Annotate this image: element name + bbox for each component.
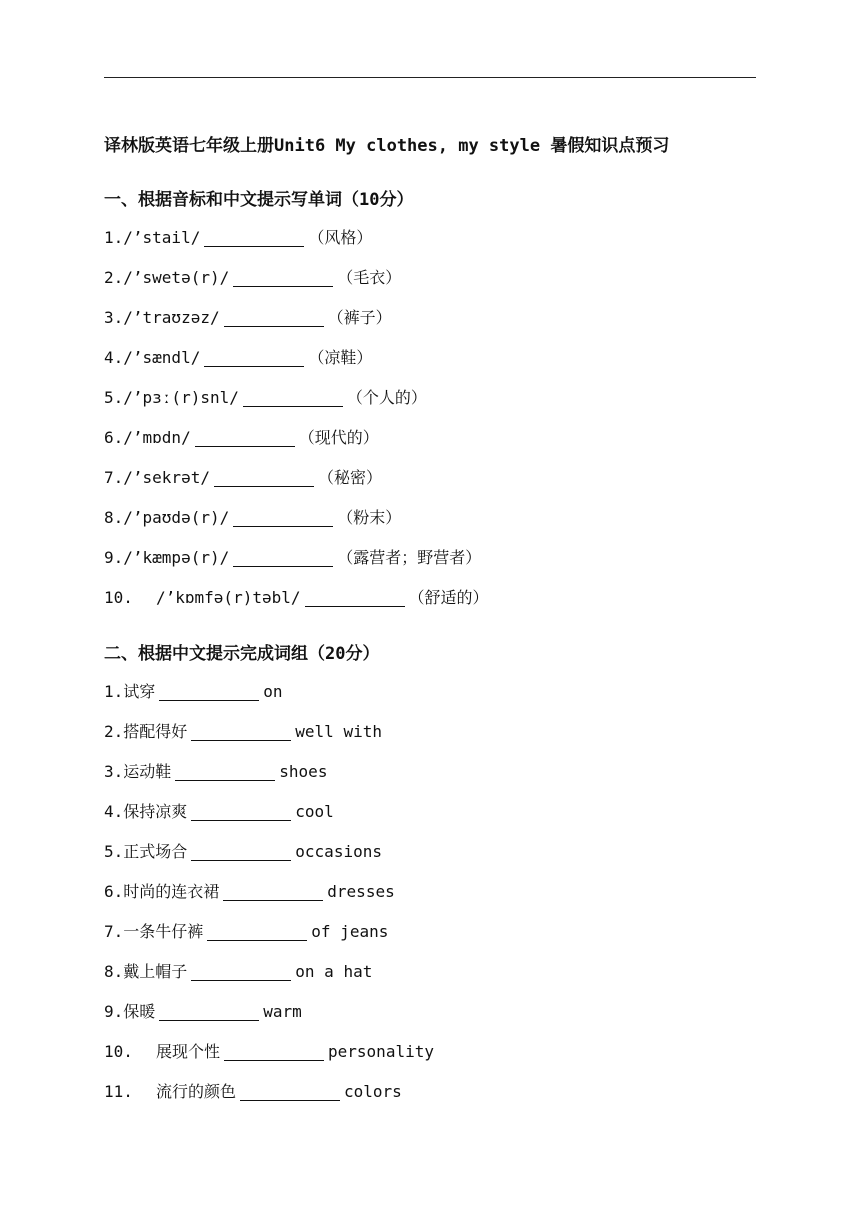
phrase-item [104,672,764,712]
answer-blank[interactable] [191,800,291,821]
english-fragment: of jeans [311,922,389,941]
answer-blank[interactable] [233,506,333,527]
item-number: 2. [104,268,124,287]
english-fragment: personality [328,1042,434,1061]
phonetic-text: /’swetə(r)/ [123,268,230,287]
item-number: 10. [104,588,133,607]
phonetic-text: /’pɜː(r)snl/ [123,388,239,407]
answer-blank[interactable] [191,960,291,981]
phonetic-text: /’kæmpə(r)/ [123,548,230,567]
phonetic-item [104,458,764,498]
chinese-prompt: 流行的颜色 [156,1082,237,1101]
answer-blank[interactable] [204,346,304,367]
item-number: 3. [104,762,124,781]
item-number: 8. [104,508,124,527]
phonetic-item [104,338,764,378]
phonetic-text: /’paʊdə(r)/ [123,508,230,527]
phonetic-item [104,538,764,578]
chinese-hint: （毛衣） [337,268,402,287]
english-fragment: shoes [279,762,328,781]
phonetic-item [104,378,764,418]
english-fragment: occasions [295,842,382,861]
chinese-hint: （风格） [308,228,373,247]
answer-blank[interactable] [191,840,291,861]
english-fragment: on [263,682,283,701]
phrase-item [104,952,764,992]
english-fragment: warm [263,1002,302,1021]
item-number: 9. [104,1002,124,1021]
header-rule [104,77,756,78]
item-number: 3. [104,308,124,327]
chinese-prompt: 试穿 [123,682,156,701]
answer-blank[interactable] [224,306,324,327]
chinese-prompt: 戴上帽子 [123,962,188,981]
item-number: 5. [104,842,124,861]
english-fragment: colors [344,1082,402,1101]
answer-blank[interactable] [191,720,291,741]
phonetic-text: /’sekrət/ [123,468,210,487]
chinese-hint: （凉鞋） [308,348,373,367]
english-fragment: well with [295,722,382,741]
answer-blank[interactable] [243,386,343,407]
chinese-hint: （现代的） [298,428,379,447]
chinese-prompt: 一条牛仔裤 [123,922,204,941]
chinese-prompt: 正式场合 [123,842,188,861]
item-number: 4. [104,802,124,821]
chinese-prompt: 时尚的连衣裙 [123,882,220,901]
answer-blank[interactable] [223,880,323,901]
answer-blank[interactable] [214,466,314,487]
phrase-item [104,1072,764,1112]
section1-heading: 一、根据音标和中文提示写单词（10分） [104,190,414,210]
phonetic-item [104,218,764,258]
chinese-hint: （露营者；野营者） [337,548,482,567]
phonetic-item [104,578,764,618]
phonetic-item [104,418,764,458]
phrase-item [104,1032,764,1072]
item-number: 1. [104,682,124,701]
phrase-item [104,792,764,832]
phrase-item [104,712,764,752]
answer-blank[interactable] [233,546,333,567]
chinese-hint: （个人的） [346,388,427,407]
answer-blank[interactable] [224,1040,324,1061]
phonetic-item [104,298,764,338]
phrase-item [104,752,764,792]
item-number: 6. [104,882,124,901]
document-body [104,128,764,1112]
answer-blank[interactable] [233,266,333,287]
item-number: 7. [104,922,124,941]
phonetic-text: /’traʊzəz/ [123,308,220,327]
item-number: 7. [104,468,124,487]
phonetic-text: /’mɒdn/ [123,428,191,447]
answer-blank[interactable] [159,680,259,701]
section2-heading: 二、根据中文提示完成词组（20分） [104,644,380,664]
item-number: 9. [104,548,124,567]
chinese-prompt: 运动鞋 [123,762,172,781]
phrase-item [104,872,764,912]
phonetic-item [104,258,764,298]
item-number: 5. [104,388,124,407]
answer-blank[interactable] [207,920,307,941]
chinese-hint: （粉末） [337,508,402,527]
phrase-item [104,912,764,952]
chinese-hint: （裤子） [327,308,392,327]
item-number: 1. [104,228,124,247]
section1-list [104,218,764,618]
item-number: 10. [104,1042,133,1061]
phrase-item [104,992,764,1032]
answer-blank[interactable] [175,760,275,781]
english-fragment: cool [295,802,334,821]
document-title: 译林版英语七年级上册Unit6 My clothes, my style 暑假知识点预习 [104,136,670,156]
phonetic-item [104,498,764,538]
chinese-prompt: 保暖 [123,1002,156,1021]
answer-blank[interactable] [305,586,405,607]
chinese-prompt: 展现个性 [156,1042,221,1061]
item-number: 6. [104,428,124,447]
section2-list [104,672,764,1112]
english-fragment: on a hat [295,962,373,981]
item-number: 11. [104,1082,133,1101]
answer-blank[interactable] [240,1080,340,1101]
chinese-hint: （舒适的） [408,588,489,607]
answer-blank[interactable] [159,1000,259,1021]
phonetic-text: /’stail/ [123,228,201,247]
answer-blank[interactable] [204,226,304,247]
item-number: 2. [104,722,124,741]
english-fragment: dresses [327,882,395,901]
answer-blank[interactable] [195,426,295,447]
chinese-hint: （秘密） [317,468,382,487]
phonetic-text: /’kɒmfə(r)təbl/ [156,588,301,607]
chinese-prompt: 保持凉爽 [123,802,188,821]
item-number: 8. [104,962,124,981]
item-number: 4. [104,348,124,367]
chinese-prompt: 搭配得好 [123,722,188,741]
phonetic-text: /’sændl/ [123,348,201,367]
phrase-item [104,832,764,872]
